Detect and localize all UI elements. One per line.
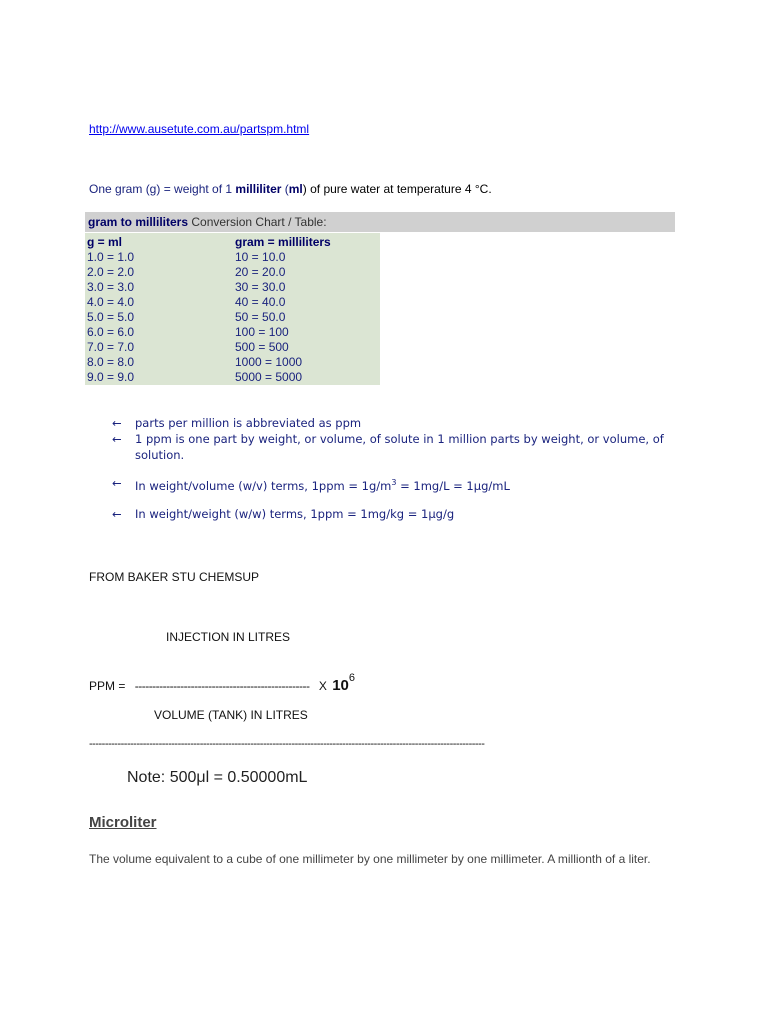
table-cell: 20 = 20.0 [235, 265, 286, 279]
formula-lhs: PPM = [89, 679, 126, 693]
arrow-left-icon: ← [112, 432, 122, 446]
formula-times: X [318, 679, 327, 693]
list-item: ← parts per million is abbreviated as ppm [112, 416, 362, 430]
arrow-left-icon: ← [112, 416, 122, 430]
arrow-left-icon: ← [112, 506, 122, 521]
formula-exponent: 6 [348, 672, 356, 684]
source-text: FROM BAKER STU CHEMSUP [89, 570, 260, 584]
microliter-heading: Microliter [89, 814, 157, 831]
arrow-left-icon: ← [112, 476, 122, 490]
formula-numerator: INJECTION IN LITRES [166, 630, 291, 644]
table-cell: 1.0 = 1.0 [87, 250, 135, 264]
table-cell: 500 = 500 [235, 340, 289, 354]
table-cell: 8.0 = 8.0 [87, 355, 135, 369]
conversion-table [85, 233, 380, 385]
column-header: gram = milliliters [235, 235, 331, 249]
table-cell: 4.0 = 4.0 [87, 295, 135, 309]
ppm-bullet-list [112, 415, 672, 522]
table-cell: 1000 = 1000 [235, 355, 303, 369]
ppm-formula [89, 672, 355, 694]
fraction-bar: -------------------------------------------------- [134, 679, 310, 693]
separator-line: ----------------------------------------------------------------------------------------------------------------------------- [89, 738, 485, 750]
formula-denominator: VOLUME (TANK) IN LITRES [154, 708, 308, 722]
list-item: ← In weight/weight (w/w) terms, 1ppm = 1mg/kg = 1μg/g [112, 506, 455, 521]
table-cell: 100 = 100 [235, 325, 289, 339]
table-column-gram-milliliters [235, 235, 331, 385]
table-cell: 30 = 30.0 [235, 280, 286, 294]
table-cell: 5.0 = 5.0 [87, 310, 135, 324]
chart-title: gram to milliliters Conversion Chart / Table: [85, 212, 675, 232]
column-header: g = ml [87, 235, 123, 249]
table-cell: 3.0 = 3.0 [87, 280, 135, 294]
list-item: ← In weight/volume (w/v) terms, $1ppm = 1g/m^3 = 1mg/L = 1\mu g/mL$ [112, 476, 510, 493]
source-link[interactable]: http://www.ausetute.com.au/partspm.html [89, 122, 310, 136]
microliter-description: The volume equivalent to a cube of one millimeter by one millimeter by one millimeter. A millionth of a liter. [89, 852, 651, 866]
table-cell: 10 = 10.0 [235, 250, 286, 264]
table-cell: 6.0 = 6.0 [87, 325, 135, 339]
table-cell: 7.0 = 7.0 [87, 340, 135, 354]
table-cell: 50 = 50.0 [235, 310, 286, 324]
list-item: ← 1 ppm is one part by weight, or volume, of solute in 1 million parts by weight, or volume, of solution. [112, 432, 664, 462]
table-column-g-ml [87, 235, 134, 385]
table-cell: 9.0 = 9.0 [87, 370, 135, 384]
formula-base: 10 [332, 677, 349, 694]
table-cell: 5000 = 5000 [235, 370, 303, 384]
table-cell: 40 = 40.0 [235, 295, 286, 309]
table-cell: 2.0 = 2.0 [87, 265, 135, 279]
note-text: Note: 500μl = 0.50000mL [127, 769, 308, 786]
intro-sentence: One gram (g) = weight of 1 milliliter (ml) of pure water at temperature 4 °C. [89, 182, 492, 196]
